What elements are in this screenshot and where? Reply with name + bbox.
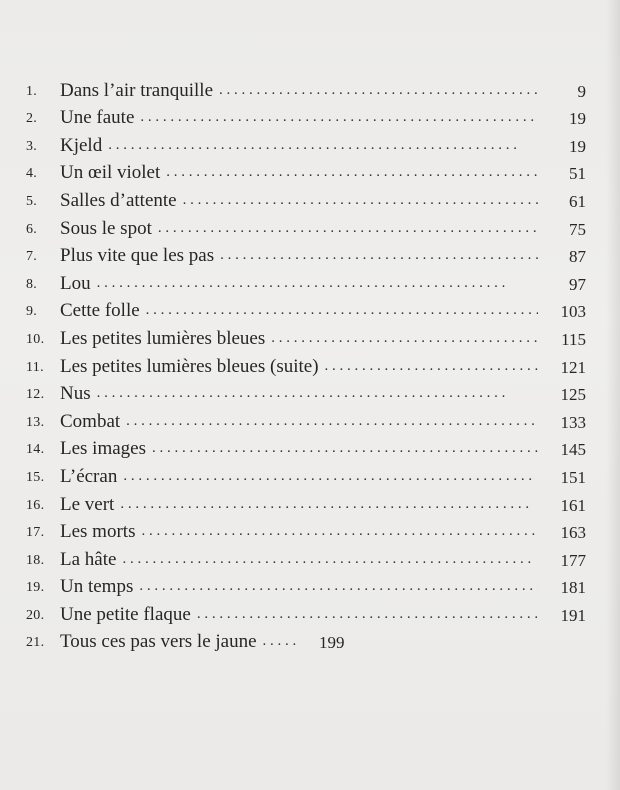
dot-leader: [220, 248, 538, 265]
chapter-number: 14.: [26, 442, 45, 458]
chapter-number: 12.: [26, 387, 45, 403]
dot-leader: [126, 414, 538, 431]
page-number: 177: [560, 550, 586, 570]
page-number: 19: [569, 136, 586, 156]
toc-entry: [26, 541, 586, 569]
toc-entry: [26, 155, 586, 183]
page-number: 87: [569, 247, 586, 267]
page-number: 115: [561, 329, 586, 349]
table-of-contents: [26, 72, 586, 651]
dot-leader: [122, 552, 538, 569]
chapter-title: Une faute: [60, 107, 135, 129]
toc-entry: [26, 320, 586, 348]
toc-entry: [26, 210, 586, 238]
chapter-number: 18.: [26, 552, 45, 568]
chapter-title: Un œil violet: [60, 162, 161, 184]
page-number: 191: [560, 605, 586, 625]
chapter-number: 7.: [26, 249, 38, 265]
chapter-title: Dans l’air tranquille: [60, 79, 214, 101]
dot-leader: [97, 386, 538, 403]
toc-entry: [26, 182, 586, 210]
chapter-title: Les petites lumières bleues (suite): [60, 355, 319, 377]
chapter-title: Kjeld: [60, 134, 103, 156]
chapter-title: Le vert: [60, 493, 115, 515]
page-number: 125: [560, 385, 586, 405]
chapter-number: 8.: [26, 276, 38, 292]
toc-entry: [26, 486, 586, 514]
page-number: 151: [560, 467, 586, 487]
toc-entry: [26, 569, 586, 597]
chapter-title: Les petites lumières bleues: [60, 327, 266, 349]
toc-entry: [26, 265, 586, 293]
chapter-title: Salles d’attente: [60, 189, 177, 211]
dot-leader: [140, 110, 538, 127]
chapter-title: Sous le spot: [60, 217, 152, 239]
chapter-title: Cette folle: [60, 300, 140, 322]
chapter-number: 11.: [26, 359, 44, 375]
dot-leader: [271, 331, 538, 348]
chapter-number: 13.: [26, 414, 45, 430]
dot-leader: [197, 607, 538, 624]
chapter-title: Une petite flaque: [60, 603, 191, 625]
page-number: 51: [569, 164, 586, 184]
chapter-number: 3.: [26, 138, 38, 154]
dot-leader: [325, 359, 538, 376]
toc-entry: [26, 624, 586, 652]
toc-entry: [26, 348, 586, 376]
chapter-number: 21.: [26, 635, 45, 651]
chapter-number: 19.: [26, 580, 45, 596]
chapter-number: 1.: [26, 83, 38, 99]
chapter-title: L’écran: [60, 465, 118, 487]
page-number: 75: [569, 219, 586, 239]
dot-leader: [263, 634, 297, 651]
dot-leader: [166, 165, 538, 182]
dot-leader: [141, 524, 538, 541]
chapter-title: Les images: [60, 438, 147, 460]
page-number: 97: [569, 274, 586, 294]
toc-entry: [26, 458, 586, 486]
page-number: 181: [560, 578, 586, 598]
chapter-number: 6.: [26, 221, 38, 237]
page-edge-shadow: [606, 0, 620, 790]
chapter-number: 5.: [26, 193, 38, 209]
chapter-number: 17.: [26, 525, 45, 541]
toc-entry: [26, 514, 586, 542]
chapter-title: Lou: [60, 272, 91, 294]
dot-leader: [152, 441, 538, 458]
toc-entry: [26, 238, 586, 266]
toc-entry: [26, 100, 586, 128]
page-number: 199: [319, 633, 345, 653]
chapter-number: 20.: [26, 607, 45, 623]
page-number: 161: [560, 495, 586, 515]
dot-leader: [97, 276, 538, 293]
chapter-number: 16.: [26, 497, 45, 513]
page-number: 61: [569, 191, 586, 211]
chapter-title: Combat: [60, 410, 121, 432]
toc-entry: [26, 376, 586, 404]
chapter-number: 2.: [26, 111, 38, 127]
dot-leader: [146, 303, 538, 320]
chapter-title: Plus vite que les pas: [60, 245, 215, 267]
chapter-number: 15.: [26, 469, 45, 485]
chapter-title: Nus: [60, 383, 91, 405]
dot-leader: [120, 497, 538, 514]
page-number: 9: [577, 81, 586, 101]
page-number: 145: [560, 440, 586, 460]
chapter-title: Un temps: [60, 576, 134, 598]
toc-entry: [26, 127, 586, 155]
chapter-title: Les morts: [60, 521, 136, 543]
page-number: 103: [560, 302, 586, 322]
page-number: 19: [569, 109, 586, 129]
chapter-number: 9.: [26, 304, 38, 320]
chapter-number: 10.: [26, 331, 45, 347]
toc-entry: [26, 596, 586, 624]
dot-leader: [219, 83, 538, 100]
page-number: 121: [560, 357, 586, 377]
chapter-title: La hâte: [60, 548, 117, 570]
toc-entry: [26, 72, 586, 100]
toc-entry: [26, 431, 586, 459]
dot-leader: [139, 579, 538, 596]
chapter-number: 4.: [26, 166, 38, 182]
page-number: 133: [560, 412, 586, 432]
toc-entry: [26, 293, 586, 321]
page-number: 163: [560, 523, 586, 543]
dot-leader: [183, 193, 538, 210]
dot-leader: [158, 221, 538, 238]
dot-leader: [123, 469, 538, 486]
chapter-title: Tous ces pas vers le jaune: [60, 631, 257, 653]
toc-entry: [26, 403, 586, 431]
dot-leader: [108, 138, 538, 155]
